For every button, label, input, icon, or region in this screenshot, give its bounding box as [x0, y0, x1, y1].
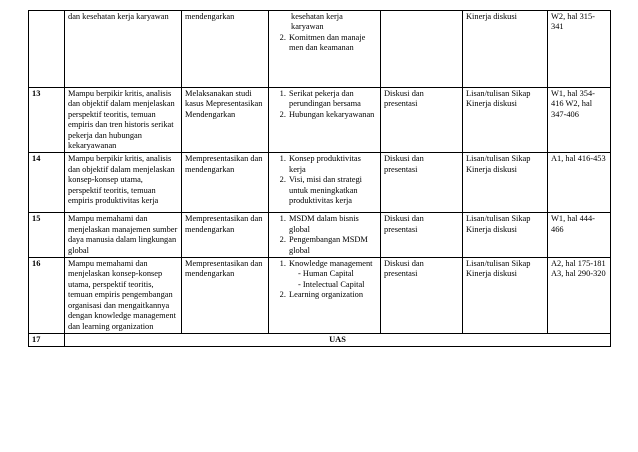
materi-subitem: - Human Capital — [297, 269, 377, 279]
materi-item — [288, 110, 377, 120]
bentuk-cell: Diskusi dan presentasi — [381, 88, 463, 153]
meeting-number-cell: 13 — [29, 88, 65, 153]
referensi-cell: W1, hal 354-416 W2, hal 347-406 — [548, 88, 611, 153]
materi-list — [272, 259, 377, 301]
uas-cell: UAS — [65, 334, 611, 347]
kemampuan-cell: dan kesehatan kerja karyawan — [65, 11, 182, 88]
meeting-number-cell: 15 — [29, 213, 65, 258]
materi-item — [288, 154, 377, 175]
metode-cell: Mempresentasikan dan mendengarkan — [182, 153, 269, 213]
materi-item-text: Learning organization — [289, 290, 364, 300]
materi-continuation: kesehatan kerja karyawan — [291, 12, 343, 32]
course-plan-table — [28, 10, 611, 347]
materi-item-text: Komitmen dan manaje men dan keamanan — [289, 32, 366, 53]
materi-sublist — [289, 269, 377, 290]
materi-item-text: Knowledge management — [289, 259, 373, 269]
bentuk-cell: Diskusi dan presentasi — [381, 213, 463, 258]
materi-list — [272, 214, 377, 256]
table-row — [29, 153, 611, 213]
metode-cell: Mempresentasikan dan mendengarkan — [182, 258, 269, 334]
materi-list — [272, 89, 377, 120]
referensi-cell: A1, hal 416-453 — [548, 153, 611, 213]
meeting-number-cell: 16 — [29, 258, 65, 334]
referensi-cell: W1, hal 444-466 — [548, 213, 611, 258]
materi-item-text: Pengembangan MSDM global — [289, 235, 368, 255]
materi-cell — [269, 153, 381, 213]
materi-cell — [269, 88, 381, 153]
penilaian-cell: Lisan/tulisan Sikap Kinerja diskusi — [463, 153, 548, 213]
materi-item — [288, 214, 377, 235]
materi-cell — [269, 258, 381, 334]
table-row — [29, 11, 611, 88]
metode-cell: Melaksanakan studi kasus Mepresentasikan Mendengarkan — [182, 88, 269, 153]
materi-item-text: Visi, misi dan strategi untuk meningkatkan produktivitas kerja — [289, 175, 363, 206]
metode-cell: mendengarkan — [182, 11, 269, 88]
referensi-cell: W2, hal 315-341 — [548, 11, 611, 88]
bentuk-cell: Diskusi dan presentasi — [381, 153, 463, 213]
penilaian-cell: Kinerja diskusi — [463, 11, 548, 88]
kemampuan-cell: Mampu memahami dan menjelaskan konsep-konsep utama, perspektif teoritis, temuan empiris pengembangan organisasi dan mengaitkannya dengan knowledge management dan learning organization — [65, 258, 182, 334]
materi-item — [288, 235, 377, 256]
table-row — [29, 258, 611, 334]
materi-item-text: Hubungan kekaryawanan — [289, 109, 375, 119]
penilaian-cell: Lisan/tulisan Sikap Kinerja diskusi — [463, 213, 548, 258]
materi-cell — [269, 213, 381, 258]
materi-item — [288, 259, 377, 290]
materi-cell — [269, 11, 381, 88]
bentuk-cell — [381, 11, 463, 88]
meeting-number-cell — [29, 11, 65, 88]
table-row — [29, 88, 611, 153]
materi-subitem: - Intelectual Capital — [297, 280, 377, 290]
materi-list — [272, 154, 377, 206]
materi-item-text: MSDM dalam bisnis global — [289, 214, 359, 234]
meeting-number-cell: 17 — [29, 334, 65, 347]
penilaian-cell: Lisan/tulisan Sikap Kinerja diskusi — [463, 258, 548, 334]
referensi-cell: A2, hal 175-181 A3, hal 290-320 — [548, 258, 611, 334]
materi-item — [288, 33, 377, 54]
materi-item-text: Serikat pekerja dan perundingan bersama — [289, 89, 361, 109]
kemampuan-cell: Mampu berpikir kritis, analisis dan objektif dalam menjelaskan perspektif teoritis, temuan empiris dan tren historis serikat pekerja dan hubungan kekaryawanan — [65, 88, 182, 153]
penilaian-cell: Lisan/tulisan Sikap Kinerja diskusi — [463, 88, 548, 153]
materi-item — [288, 89, 377, 110]
metode-cell: Mempresentasikan dan mendengarkan — [182, 213, 269, 258]
materi-item — [288, 175, 377, 206]
kemampuan-cell: Mampu memahami dan menjelaskan manajemen sumber daya manusia dalam lingkungan global — [65, 213, 182, 258]
materi-item — [288, 290, 377, 300]
table-row — [29, 213, 611, 258]
table-row-final — [29, 334, 611, 347]
materi-list — [272, 33, 377, 54]
meeting-number-cell: 14 — [29, 153, 65, 213]
bentuk-cell: Diskusi dan presentasi — [381, 258, 463, 334]
kemampuan-cell: Mampu berpikir kritis, analisis dan objektif dalam menjelaskan konsep-konsep utama, perspektif teoritis, temuan empiris produktivitas kerja — [65, 153, 182, 213]
materi-item-text: Konsep produktivitas kerja — [289, 154, 361, 174]
